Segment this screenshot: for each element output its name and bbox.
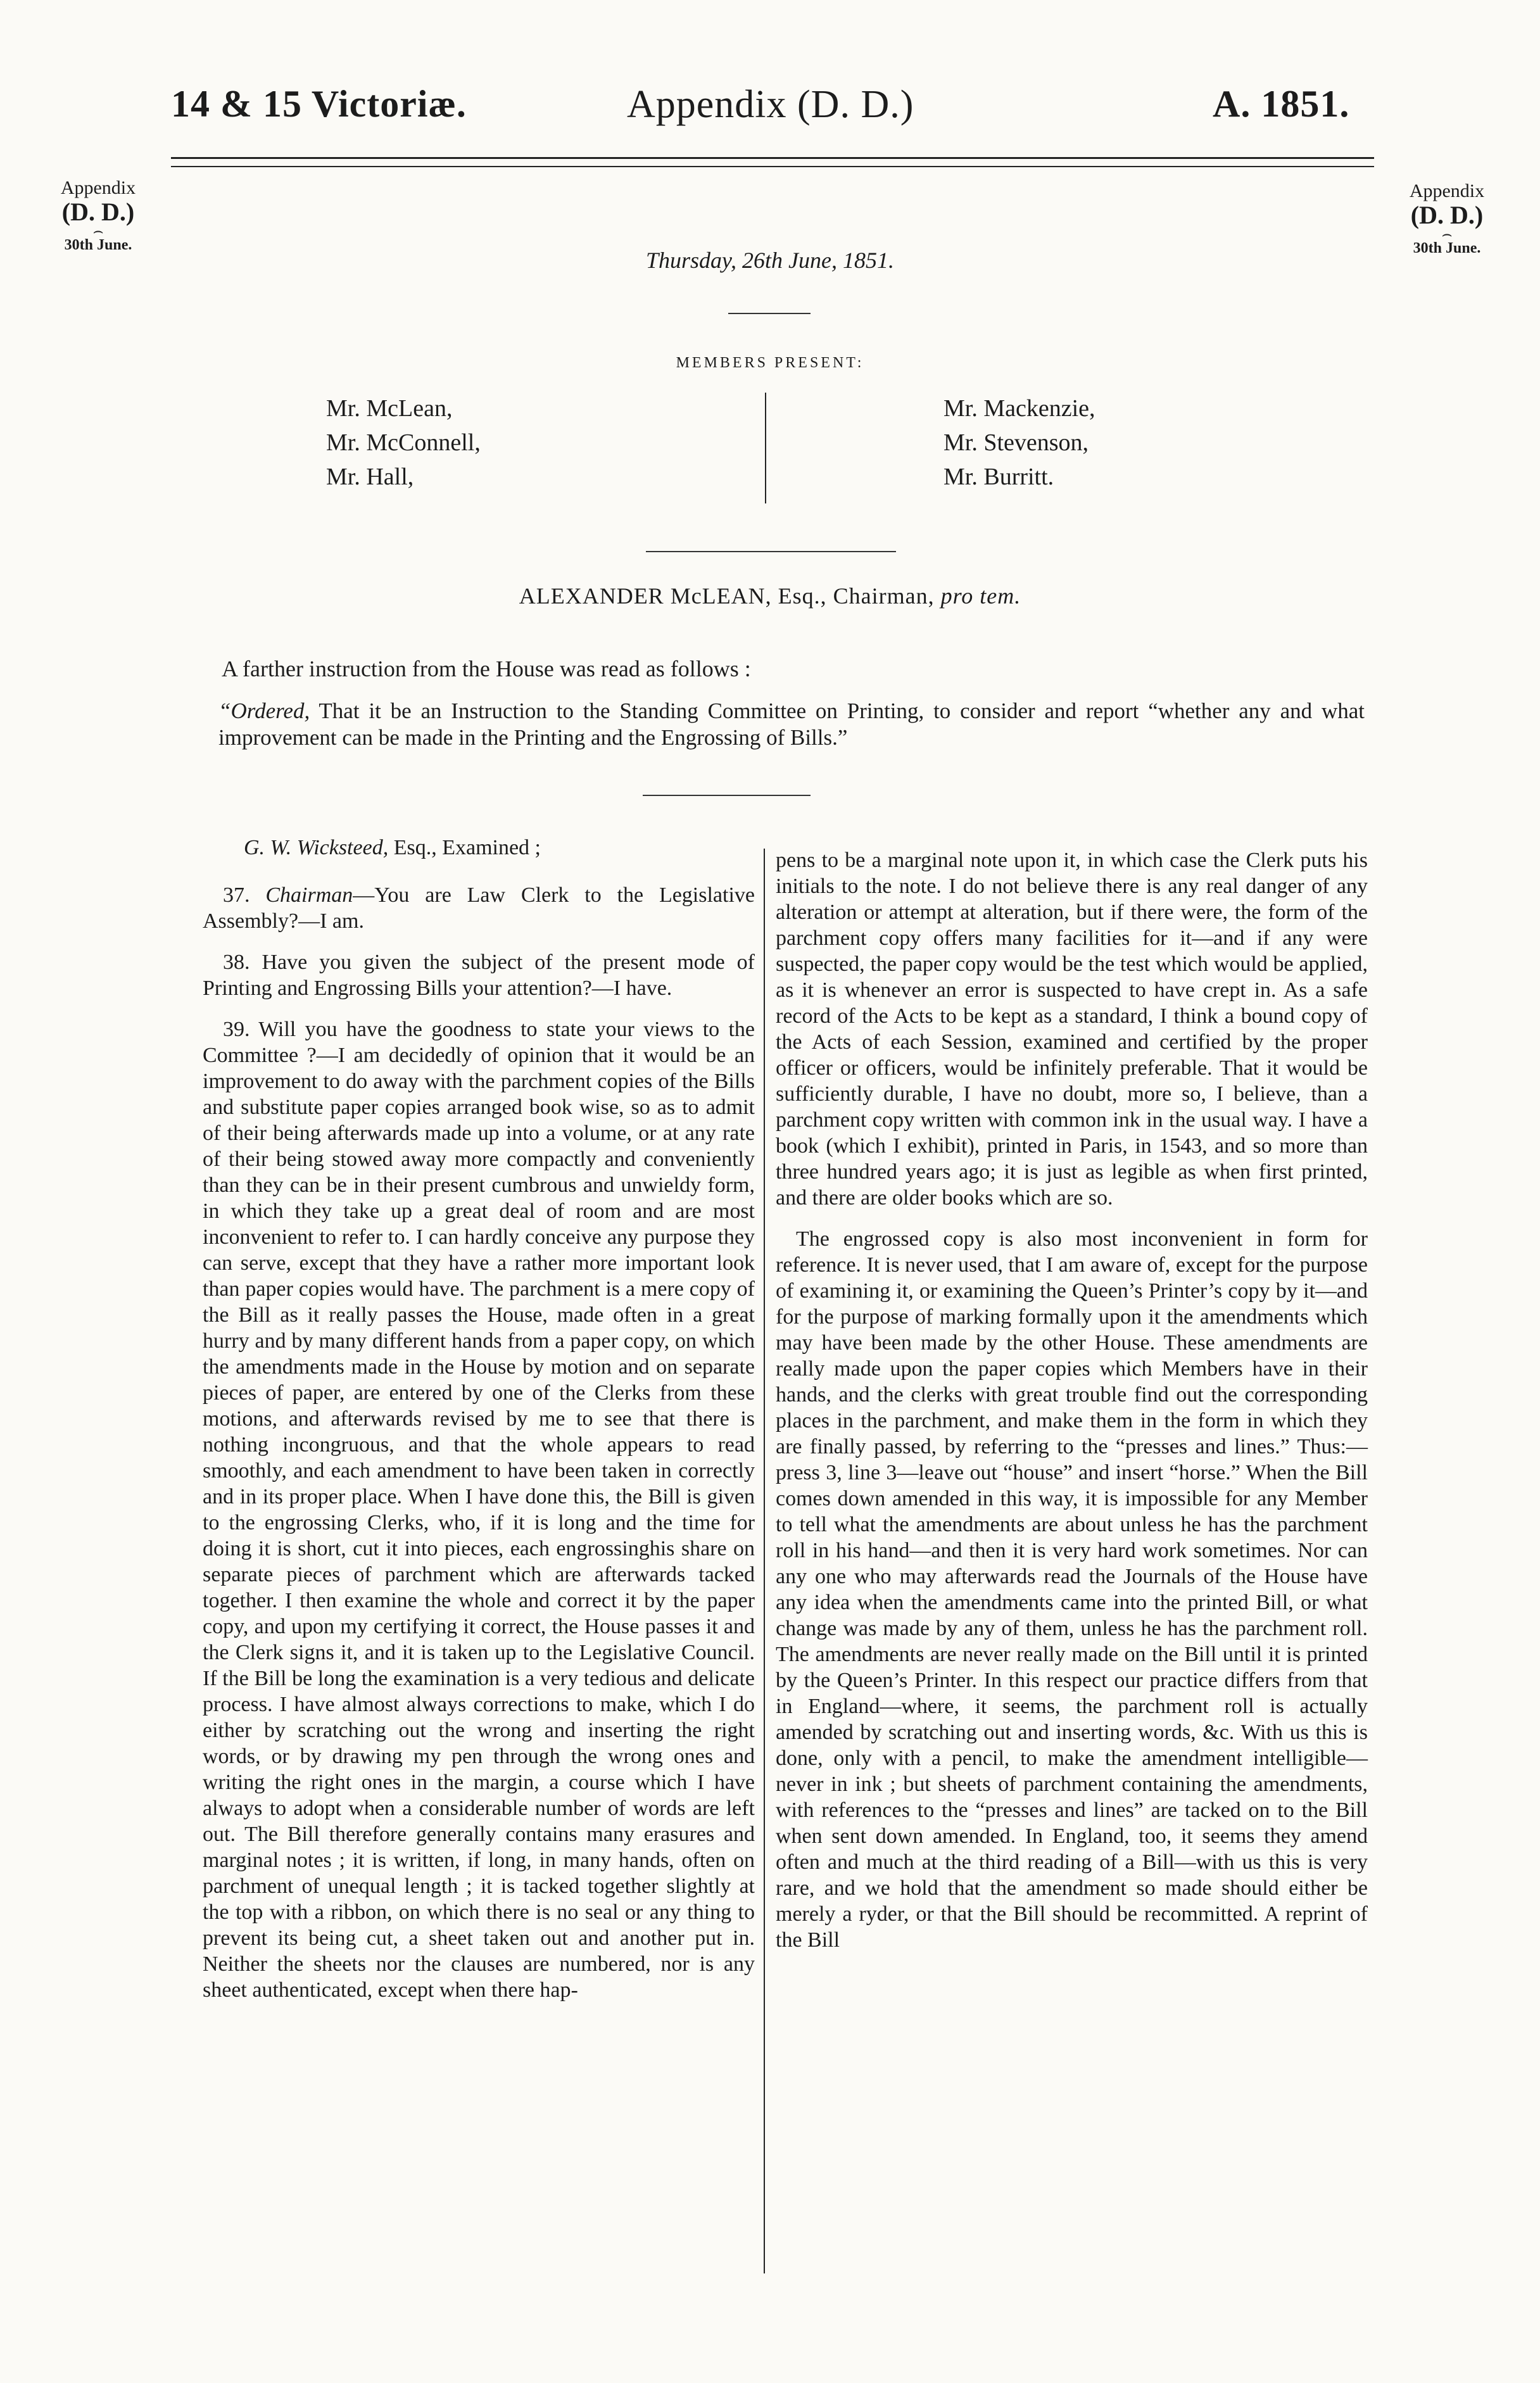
answer-continued: pens to be a marginal note upon it, in which case the Clerk puts his initials to the note. I do not believe there is any real danger of any alteration or attempt at alteration, but if there were, the form of the parchment copy offers many facilities for it—and if any were suspected, the paper copy would be the test which would be applied, as it is whenever an error is suspected to have crept in. As a safe record of the Acts to be kept as a standard, I think a bound copy of the Acts of each Session, examined and certified by the proper officer or officers, would be infinitely preferable. That it would be sufficiently durable, I have no doubt, more so, I believe, than a parchment copy written with common ink in the usual way. I have a book (which I exhibit), printed in Paris, in 1543, and so more than three hundred years ago; it is just as legible as when first printed, and there are older books which are so. [776,849,1368,1210]
members-divider [765,393,766,503]
member-name: Mr. McConnell, [326,429,481,456]
margin-note-right [1374,180,1520,257]
margin-note-left-label: Appendix [60,177,136,198]
column-divider [764,849,765,2273]
margin-note-left-code: (D. D.) [61,198,135,226]
margin-note-left-date: 30th June. [64,237,132,253]
answer-paragraph: The engrossed copy is also most inconvenient in form for reference. It is never used, that I am aware of, except for the purpose of examining it, or examining the Queen’s Printer’s copy by it—and for the purpose of marking formally upon it the amendments which may have been made by the other House. These amendments are really made upon the paper copies which Members have in their hands, and the clerks with great trouble find out the corresponding places in the parchment, and make them in the form in which they are finally passed, by referring to the “presses and lines.” Thus:—press 3, line 3—leave out “house” and insert “horse.” When the Bill comes down amended in this way, it is impossible for any Member to tell what the amendments are about unless he has the parchment roll in his hand—and then it is very hard work sometimes. Nor can any one who may afterwards read the Journals of the House have any idea when the amendments came into the printed Bill, or what change was made by any of them, unless he has the parchment roll. The amendments are never really made on the Bill until it is printed by the Queen’s Printer. In this respect our practice differs from that in England—where, it seems, the parchment roll is actually amended by scratching out and inserting words, &c. With us this is done, only with a pencil, to make the amendment intelligible—never in ink ; but sheets of parchment containing the amendments, with references to the “presses and lines” are tacked on to the Bill when sent down amended. In England, too, it seems they amend often and much at the third reading of a Bill—with us this is very rare, and we hold that the amendment so made should either be merely a ryder, or that the Bill should be recommitted. A reprint of the Bill [776,1227,1368,1952]
header-appendix: Appendix (D. D.) [627,83,914,126]
divider-short [728,313,811,314]
witness-name: G. W. Wicksteed, [244,836,389,859]
right-column [776,847,1368,1968]
question-text: —You are Law Clerk to the Legislative Assembly?—I am. [203,883,755,933]
divider-section [643,795,811,796]
divider-long [646,551,896,552]
chairman-line [0,583,1540,609]
sitting-date: Thursday, 26th June, 1851. [646,248,894,273]
members-list-left [326,391,481,494]
chairman-pro-tem: pro tem. [940,583,1021,609]
brace-icon: ⌢ [1441,225,1453,243]
members-present-heading: MEMBERS PRESENT: [676,355,864,371]
margin-note-left [25,177,171,254]
question-number: 37. [223,883,250,907]
margin-note-right-code: (D. D.) [1410,201,1484,229]
chairman-title: Esq., Chairman, [778,583,935,609]
chairman-name: ALEXANDER McLEAN, [519,583,772,609]
left-column [203,835,755,2018]
member-name: Mr. McLean, [326,395,453,422]
house-order [218,698,1365,751]
header-session: 14 & 15 Victoriæ. [171,83,467,125]
member-name: Mr. Burritt. [944,464,1054,490]
member-name: Mr. Hall, [326,464,414,490]
order-ordered: “Ordered, [218,698,310,723]
question-38: 38. Have you given the subject of the present mode of Printing and Engrossing Bills your attention?—I have. [203,951,755,1000]
members-list-right [944,391,1095,494]
header-year: A. 1851. [1213,83,1350,125]
question-37 [203,882,755,934]
brace-icon: ⌢ [92,222,104,240]
witness-status: Esq., Examined ; [393,836,541,859]
header-rule-top [171,157,1374,159]
margin-note-right-date: 30th June. [1413,240,1481,256]
witness-line [203,835,755,861]
order-text: That it be an Instruction to the Standing Committee on Printing, to consider and report “whether any and what improvement can be made in the Printing and the Engrossing of Bills.” [218,698,1365,750]
header-rule-bottom [171,166,1374,167]
member-name: Mr. Stevenson, [944,429,1089,456]
margin-note-right-label: Appendix [1409,180,1485,201]
instruction-intro: A farther instruction from the House was read as follows : [222,656,751,681]
speaker-label: Chairman [265,883,353,907]
member-name: Mr. Mackenzie, [944,395,1095,422]
question-39: 39. Will you have the goodness to state your views to the Committee ?—I am decidedly of opinion that it would be an improvement to do away with the parchment copies of the Bills and substitute paper copies arranged book wise, so as to admit of their being afterwards made up into a volume, or at any rate of their being stowed away more compactly and conveniently than they can be in their present cumbrous and unwieldy form, in which they take up a great deal of room and are most inconvenient to refer to. I can hardly conceive any purpose they can serve, except that they have a rather more important look than paper copies would have. The parchment is a mere copy of the Bill as it really passes the House, made often in a great hurry and by many different hands from a paper copy, on which the amendments made in the House by motion and on separate pieces of paper, are entered by one of the Clerks from these motions, and afterwards revised by me to see that there is nothing incongruous, and that the whole appears to read smoothly, and each amendment to have been taken in correctly and in its proper place. When I have done this, the Bill is given to the engrossing Clerks, who, if it is long and the time for doing it is short, cut it into pieces, each engrossinghis share on separate pieces of parchment which are afterwards tacked together. I then examine the whole and correct it by the paper copy, and upon my certifying it correct, the House passes it and the Clerk signs it, and it is taken up to the Legislative Council. If the Bill be long the examination is a very tedious and delicate process. I have almost always corrections to make, which I do either by scratching out the wrong and inserting the right words, or by drawing my pen through the wrong ones and writing the right ones in the margin, a course which I have always to adopt when a considerable number of words are left out. The Bill therefore generally contains many erasures and marginal notes ; it is written, if long, in many hands, often on parchment of unequal length ; it is tacked together slightly at the top with a ribbon, on which there is no seal or any thing to prevent its being cut, a sheet taken out and another put in. Neither the sheets nor the clauses are numbered, nor is any sheet authenticated, except when there hap- [203,1018,755,2002]
